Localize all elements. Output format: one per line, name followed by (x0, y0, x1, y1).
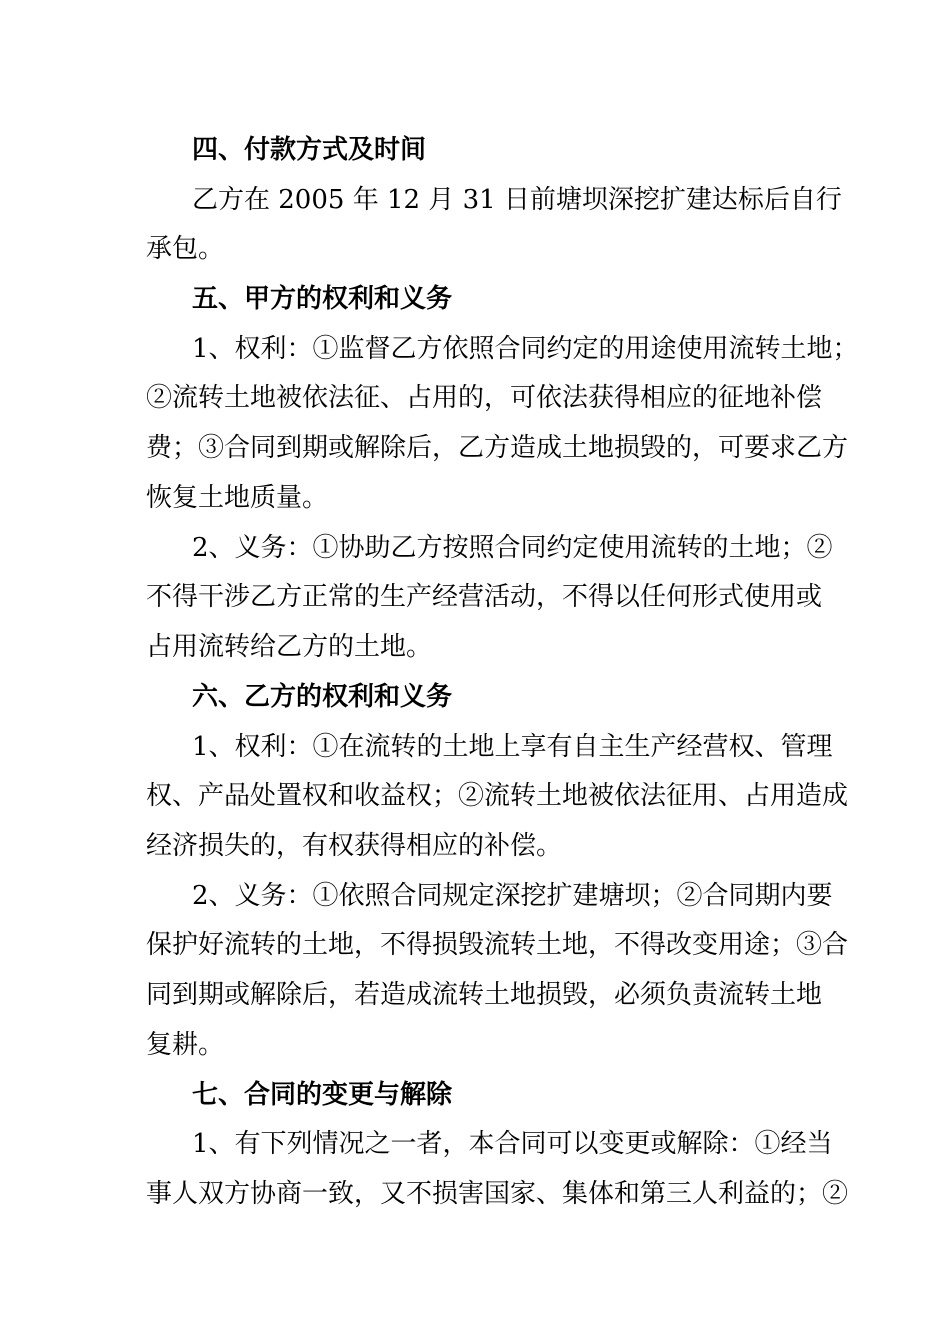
section-5-heading: 五、甲方的权利和义务 (192, 284, 453, 314)
section-7-line-2: 事人双方协商一致，又不损害国家、集体和第三人利益的；② (146, 1179, 849, 1209)
section-6-duties-line-2: 保护好流转的土地，不得损毁流转土地，不得改变用途；③合 (146, 930, 849, 960)
section-4-heading: 四、付款方式及时间 (192, 135, 427, 165)
section-5-rights-line-2: ②流转土地被依法征、占用的，可依法获得相应的征地补偿 (146, 383, 823, 413)
section-4-line-1: 乙方在 2005 年 12 月 31 日前塘坝深挖扩建达标后自行 (192, 185, 842, 215)
section-5-rights-line-3: 费；③合同到期或解除后，乙方造成土地损毁的，可要求乙方 (146, 433, 849, 463)
section-6-duties-line-4: 复耕。 (146, 1030, 225, 1060)
section-6-rights-line-1: 1、权利：①在流转的土地上享有自主生产经营权、管理 (192, 732, 833, 762)
section-5-rights-line-4: 恢复土地质量。 (146, 483, 329, 513)
section-5-duties-line-2: 不得干涉乙方正常的生产经营活动，不得以任何形式使用或 (146, 582, 823, 612)
section-6-rights-line-2: 权、产品处置权和收益权；②流转土地被依法征用、占用造成 (146, 781, 849, 811)
section-6-duties-line-1: 2、义务：①依照合同规定深挖扩建塘坝；②合同期内要 (192, 881, 833, 911)
section-6-rights-line-3: 经济损失的，有权获得相应的补偿。 (146, 831, 563, 861)
section-6-heading: 六、乙方的权利和义务 (192, 682, 453, 712)
section-5-duties-line-3: 占用流转给乙方的土地。 (146, 632, 433, 662)
section-6-duties-line-3: 同到期或解除后，若造成流转土地损毁，必须负责流转土地 (146, 980, 823, 1010)
section-4-line-2: 承包。 (146, 234, 225, 264)
section-5-rights-line-1: 1、权利：①监督乙方依照合同约定的用途使用流转土地； (192, 334, 859, 364)
section-5-duties-line-1: 2、义务：①协助乙方按照合同约定使用流转的土地；② (192, 533, 833, 563)
section-7-heading: 七、合同的变更与解除 (192, 1080, 453, 1110)
section-7-line-1: 1、有下列情况之一者，本合同可以变更或解除：①经当 (192, 1129, 833, 1159)
